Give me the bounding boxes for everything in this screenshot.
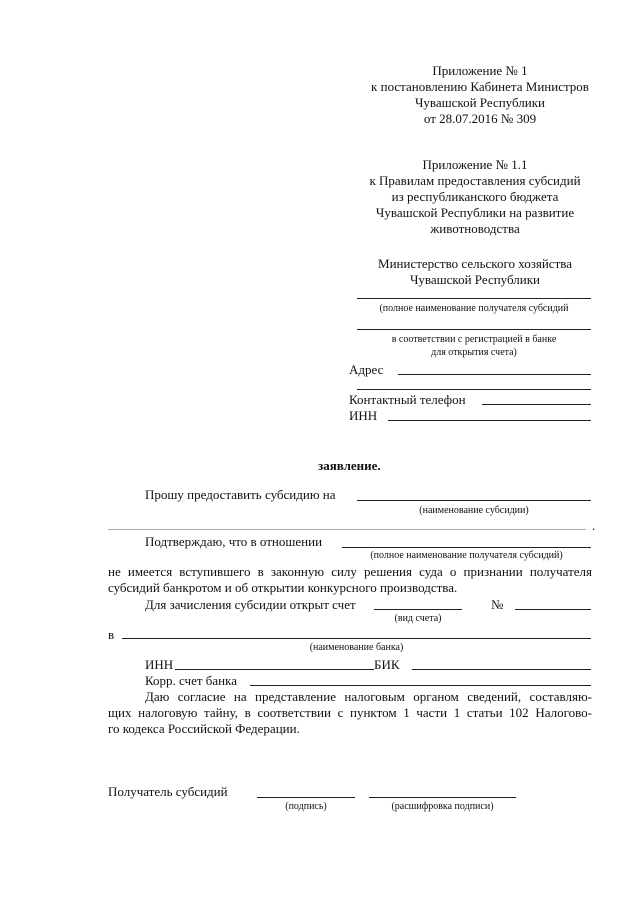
bank-name-line[interactable]	[122, 638, 591, 639]
confirm-text: Подтверждаю, что в отношении	[145, 534, 323, 549]
confirm-recipient-line[interactable]	[342, 547, 591, 548]
bank-registration-caption: в соответствии с регистрацией в банке	[391, 334, 557, 345]
inn-label-header: ИНН	[349, 408, 378, 423]
subsidy-name-caption: (наименование субсидии)	[419, 505, 529, 516]
phone-label: Контактный телефон	[349, 392, 466, 407]
bank-name-caption: (наименование банка)	[309, 642, 404, 653]
subsidy-name-continuation-line[interactable]	[108, 529, 586, 530]
signature-caption: (подпись)	[285, 801, 327, 812]
bankruptcy-line-2: субсидий банкротом и об открытии конкурсного производства.	[108, 580, 458, 595]
appendix-1-decree: к постановлению Кабинета Министров	[371, 79, 589, 94]
account-number-sign: №	[491, 597, 504, 612]
account-type-caption: (вид счета)	[394, 613, 442, 624]
phone-line[interactable]	[482, 404, 591, 405]
appendix-1-title: Приложение № 1	[432, 63, 528, 78]
inn-label: ИНН	[145, 657, 174, 672]
account-text: Для зачисления субсидии открыт счет	[145, 597, 356, 612]
signature-label: Получатель субсидий	[108, 784, 228, 799]
recipient-bank-line[interactable]	[357, 329, 591, 330]
appendix-1-1-title: Приложение № 1.1	[422, 157, 528, 172]
request-text: Прошу предоставить субсидию на	[145, 487, 336, 502]
signature-line[interactable]	[257, 797, 355, 798]
consent-line-3: го кодекса Российской Федерации.	[108, 721, 300, 736]
consent-statement	[108, 689, 592, 721]
bik-line[interactable]	[412, 669, 591, 670]
appendix-1-1-budget: из республиканского бюджета	[391, 189, 559, 204]
consent-line-1: Даю согласие на представление налоговым органом сведений, составляю-	[145, 689, 592, 704]
bik-label: БИК	[374, 657, 400, 672]
appendix-1-date-number: от 28.07.2016 № 309	[423, 111, 537, 126]
account-type-line[interactable]	[374, 609, 462, 610]
appendix-1-1-rules: к Правилам предоставления субсидий	[369, 173, 581, 188]
bank-account-caption: для открытия счета)	[431, 347, 517, 358]
subsidy-period: .	[592, 518, 596, 533]
confirm-recipient-caption: (полное наименование получателя субсидий)	[370, 550, 563, 561]
bankruptcy-statement	[108, 564, 592, 580]
bankruptcy-line-1: не имеется вступившего в законную силу решения суда о признании получателя	[108, 564, 592, 579]
consent-line-2: щих налоговую тайну, в соответствии с пунктом 1 части 1 статьи 102 Налогово-	[108, 705, 592, 720]
address-line-1[interactable]	[398, 374, 591, 375]
address-line-2[interactable]	[357, 389, 591, 390]
subsidy-name-line[interactable]	[357, 500, 591, 501]
signature-decode-line[interactable]	[369, 797, 516, 798]
corr-account-line[interactable]	[250, 685, 591, 686]
recipient-name-caption: (полное наименование получателя субсидий	[379, 303, 569, 314]
bank-in-text: в	[108, 627, 115, 642]
appendix-1-republic: Чувашской Республики	[414, 95, 546, 110]
account-number-line[interactable]	[515, 609, 591, 610]
corr-account-label: Корр. счет банка	[145, 673, 238, 688]
inn-line-header[interactable]	[388, 420, 591, 421]
document-title: заявление.	[318, 458, 381, 473]
recipient-name-line[interactable]	[357, 298, 591, 299]
inn-line[interactable]	[175, 669, 374, 670]
address-label: Адрес	[349, 362, 384, 377]
appendix-1-1-development: Чувашской Республики на развитие	[375, 205, 575, 220]
signature-decode-caption: (расшифровка подписи)	[391, 801, 494, 812]
appendix-1-1-livestock: животноводства	[430, 221, 520, 236]
ministry-republic: Чувашской Республики	[409, 272, 541, 287]
ministry-name: Министерство сельского хозяйства	[378, 256, 572, 271]
